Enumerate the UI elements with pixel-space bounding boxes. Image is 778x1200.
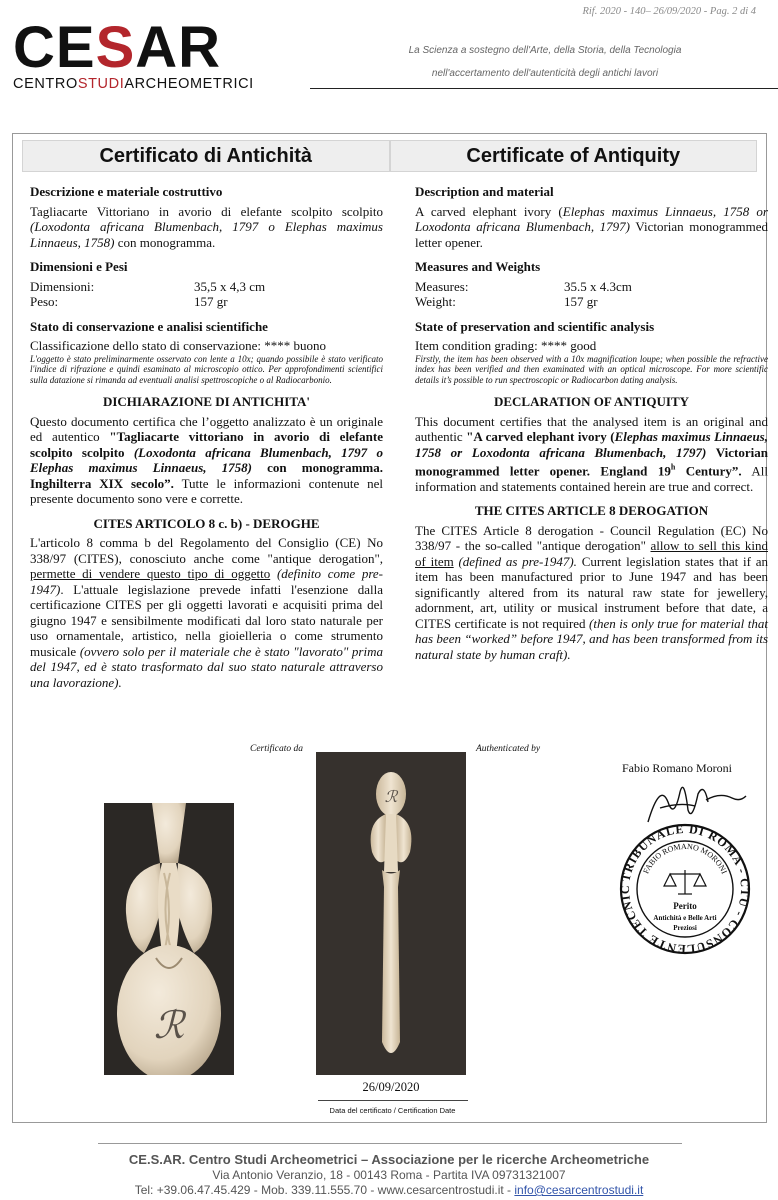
- reference-number: Rif. 2020 - 140– 26/09/2020 - Pag. 2 di 4: [582, 6, 756, 17]
- condition-grading: Classificazione dello stato di conservazione: **** buono: [30, 338, 327, 353]
- declaration-text: This document certifies that the analysed item is an original and authentic "A carved elephant ivory (Elephas maximus Linnaeus, 1758 or Loxodonta africana Blumenbach, 1797) Victorian monogrammed letter opener. England 19$^h$ Century”. All information and statements contained herein are true and correct.: [415, 413, 768, 494]
- description-text: Tagliacarte Vittoriano in avorio di elefante scolpito scolpito (Loxodonta africana Blumenbach, 1797 o Elephas maximus Linnaeus, 1758) con monogramma.: [30, 203, 383, 250]
- tagline-2: nell'accertamento dell'autenticità degli antichi lavori: [431, 68, 659, 79]
- footer-divider: [98, 1143, 682, 1144]
- date-underline: [318, 1100, 468, 1101]
- footer-contacts: Tel: +39.06.47.45.429 - Mob. 339.11.555.70 - www.cesarcentrostudi.it - info@cesarcentrostudi.it: [134, 1183, 644, 1197]
- title-english: Certificate of Antiquity: [390, 140, 758, 172]
- dimension-row: Measures: 35.5 x 4.3cm: [415, 278, 632, 294]
- svg-text:ℛ: ℛ: [153, 1005, 185, 1047]
- section-heading: Stato di conservazione e analisi scientifiche: [30, 318, 268, 334]
- declaration-text: Questo documento certifica che l’oggetto analizzato è un originale ed autentico "Tagliacarte vittoriano in avorio di elefante scolpito scolpito (Loxodonta africana Blumenbach, 1797 o Elephas maximus Linnaeus, 1758) con monogramma. Inghilterra XIX secolo”. Tutte le informazioni contenute nel presente documento sono vere e corrette.: [30, 413, 383, 506]
- analysis-note: Firstly, the item has been observed with a 10x magnification loupe; when possible the refractive index has been verified and then examinated with an optical microscope. For more scientific details it’s possible to run spectroscopic or Radiocarbon dating analysis.: [415, 353, 768, 385]
- analysis-note: L'oggetto è stato preliminarmente osservato con lente a 10x; quando possibile è stato verificato l'indice di rifrazione e quindi esaminato al microscopio ottico. Per approfondimenti scientifici sulla datazione si rimanda ad eventuali analisi spettroscopiche o al Radiocarbonio.: [30, 353, 383, 385]
- section-heading: Description and material: [415, 184, 554, 199]
- svg-text:ℛ: ℛ: [384, 789, 398, 806]
- italian-column: [30, 184, 383, 690]
- official-stamp: [618, 812, 752, 971]
- tagline-1: La Scienza a sostegno dell'Arte, della Storia, della Tecnologia: [408, 45, 682, 56]
- weight-row: Peso: 157 gr: [30, 294, 228, 309]
- item-detail-photo: [104, 803, 234, 1075]
- certification-date: 26/09/2020: [362, 1080, 420, 1094]
- item-full-photo: [316, 752, 466, 1075]
- title-italian: Certificato di Antichità: [22, 140, 390, 172]
- section-heading: Descrizione e materiale costruttivo: [30, 184, 223, 199]
- cites-text: The CITES Article 8 derogation - Council Regulation (EC) No 338/97 - the so-called "antique derogation" allow to sell this kind of item (defined as pre-1947). Current legislation states that if an item has been manufactured prior to June 1947 and has been significantly altered from its natural raw state for jewellery, adornment, art, utility or musical instrument before that date, a CITES certificate is not required (then is only true for material that has been “worked” before 1947, and has been transformed from its natural state by human craft).: [415, 522, 768, 662]
- svg-text:TRIBUNALE DI ROMA - CTU - CONS: TRIBUNALE DI ROMA - CTU - CONSULENTE TECNIC: [618, 821, 752, 957]
- section-heading: DECLARATION OF ANTIQUITY: [493, 394, 690, 409]
- weight-row: Weight: 157 gr: [415, 294, 598, 309]
- svg-text:Perito: Perito: [673, 901, 697, 911]
- footer-address: Via Antonio Veranzio, 18 - 00143 Roma - Partita IVA 09731321007: [212, 1168, 566, 1182]
- authenticated-by-caption: Authenticated by: [476, 744, 541, 754]
- section-heading: CITES ARTICOLO 8 c. b) - DEROGHE: [93, 515, 320, 531]
- footer-organization: CE.S.AR. Centro Studi Archeometrici – Associazione per le ricerche Archeometriche: [128, 1152, 650, 1167]
- condition-grading: Item condition grading: **** good: [415, 338, 597, 353]
- email-link[interactable]: info@cesarcentrostudi.it: [514, 1183, 644, 1197]
- svg-text:FABIO ROMANO MORONI: FABIO ROMANO MORONI: [641, 841, 729, 876]
- section-heading: State of preservation and scientific analysis: [415, 318, 655, 334]
- description-text: A carved elephant ivory (Elephas maximus Linnaeus, 1758 or Loxodonta africana Blumenbach, 1797) Victorian monogrammed letter opener.: [415, 203, 768, 250]
- section-heading: Measures and Weights: [415, 259, 541, 274]
- cesar-logo: [13, 15, 254, 92]
- svg-text:Preziosi: Preziosi: [673, 924, 697, 932]
- english-column: [415, 184, 768, 662]
- signer-name: Fabio Romano Moroni: [622, 761, 732, 775]
- title-row: [22, 140, 757, 172]
- logo-wordmark: CESAR: [13, 15, 222, 80]
- section-heading: DICHIARAZIONE DI ANTICHITA': [102, 394, 311, 409]
- section-heading: THE CITES ARTICLE 8 DEROGATION: [474, 503, 709, 519]
- dimension-row: Dimensioni: 35,5 x 4,3 cm: [30, 278, 266, 294]
- section-heading: Dimensioni e Pesi: [30, 259, 128, 274]
- logo-subtitle: CENTROSTUDIARCHEOMETRICI: [13, 76, 254, 92]
- certification-date-caption: Data del certificato / Certification Date: [329, 1106, 456, 1115]
- cites-text: L'articolo 8 comma b del Regolamento del Consiglio (CE) No 338/97 (CITES), conosciuto anche come "antique derogation", permette di vendere questo tipo di oggetto (definito come pre-1947). L'attuale legislazione prevede infatti l'esenzione dalla certificazione CITES per gli oggetti lavorati e acquisiti prima del giugno 1947 e sensibilmente modificati dal loro stato naturale per uso ornamentale, artistico, nella gioielleria o come strumento musicale (ovvero solo per il materiale che è stato "lavorato" prima del 1947, ed è stato trasformato dal suo stato naturale attraverso una lavorazione).: [30, 535, 383, 690]
- svg-text:Antichità e Belle Arti: Antichità e Belle Arti: [653, 914, 717, 922]
- header-divider: [310, 88, 778, 89]
- certified-by-caption: Certificato da: [250, 744, 304, 754]
